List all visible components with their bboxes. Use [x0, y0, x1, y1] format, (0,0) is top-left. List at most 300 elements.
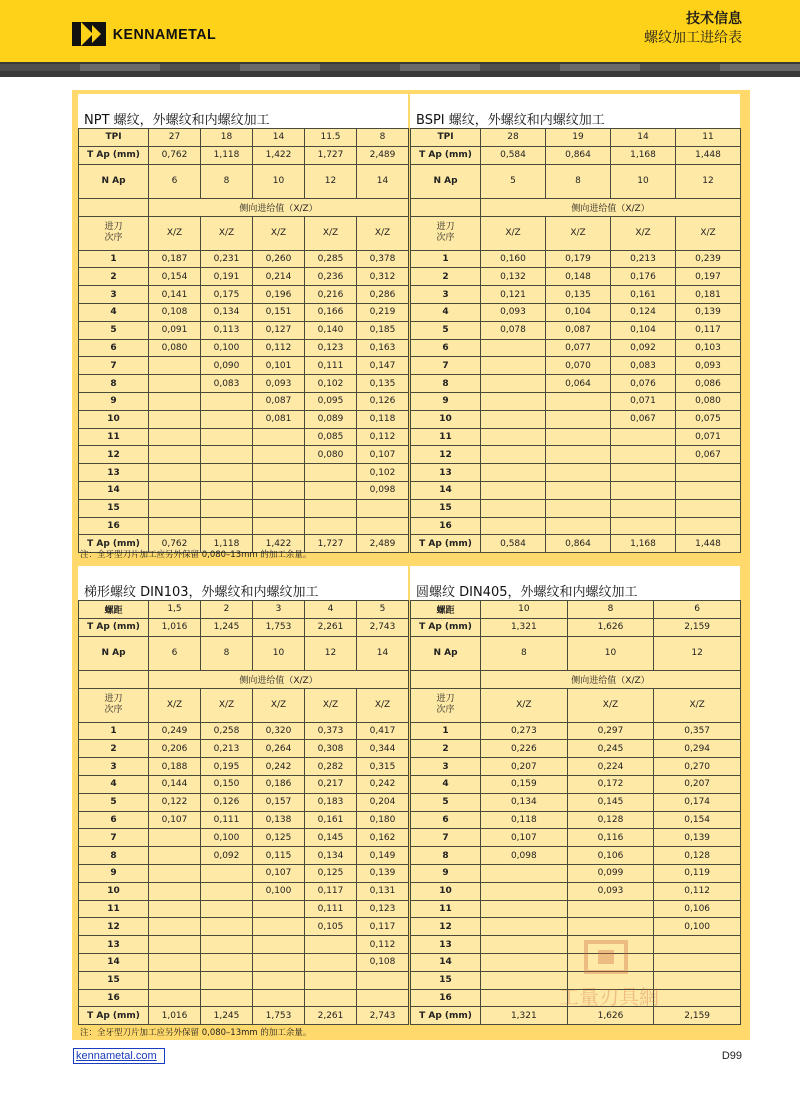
pass-number: 2: [411, 268, 481, 286]
feed-header-row: [411, 198, 741, 216]
kennametal-link[interactable]: kennametal.com: [73, 1048, 165, 1064]
feed-value: [481, 446, 546, 464]
feed-value: [149, 357, 201, 375]
feed-header-row: [79, 670, 409, 688]
page-number: D99: [721, 1050, 742, 1062]
feed-value: 0,163: [357, 339, 409, 357]
feed-value: 0,175: [201, 286, 253, 304]
kennametal-logo-icon: [72, 22, 106, 46]
feed-value: [546, 410, 611, 428]
xz-label: X/Z: [305, 216, 357, 250]
table-row: [411, 392, 741, 410]
table-row: [79, 375, 409, 393]
pass-number: 6: [79, 811, 149, 829]
feed-value: 0,207: [654, 775, 741, 793]
feed-value: 0,344: [357, 740, 409, 758]
total-value: 0,762: [149, 535, 201, 553]
feed-value: 0,108: [149, 303, 201, 321]
pass-number: 4: [79, 303, 149, 321]
table-row: [411, 446, 741, 464]
header-title: 技术信息: [686, 11, 742, 27]
feed-value: 0,172: [567, 775, 654, 793]
feed-value: 0,128: [567, 811, 654, 829]
feed-value: 0,105: [305, 918, 357, 936]
table-row: [411, 740, 741, 758]
feed-value: 0,099: [567, 864, 654, 882]
feed-value: 0,128: [654, 847, 741, 865]
nap-value: 8: [201, 164, 253, 198]
feed-value: [201, 989, 253, 1007]
pass-number: 5: [79, 321, 149, 339]
feed-value: [253, 499, 305, 517]
feed-value: 0,126: [357, 392, 409, 410]
table-row: [79, 775, 409, 793]
nap-value: 5: [481, 164, 546, 198]
table-row: [411, 722, 741, 740]
table-row: [79, 811, 409, 829]
column-header: 27: [149, 129, 201, 147]
pass-number: 10: [411, 882, 481, 900]
feed-value: [201, 918, 253, 936]
feed-value: [149, 375, 201, 393]
pass-number: 3: [79, 758, 149, 776]
feed-value: [305, 499, 357, 517]
pass-number: 12: [411, 918, 481, 936]
nap-value: 6: [149, 636, 201, 670]
pass-number: 2: [79, 740, 149, 758]
feed-value: [253, 517, 305, 535]
row-label: T Ap (mm): [411, 618, 481, 636]
nap-row: [411, 636, 741, 670]
row-label: T Ap (mm): [79, 535, 149, 553]
feed-value: 0,206: [149, 740, 201, 758]
total-value: 1,245: [201, 1007, 253, 1025]
feed-value: [567, 953, 654, 971]
feed-value: 0,149: [357, 847, 409, 865]
feed-value: 0,100: [654, 918, 741, 936]
column-header: 28: [481, 129, 546, 147]
feed-value: [481, 882, 568, 900]
row-label: N Ap: [411, 636, 481, 670]
feed-value: 0,258: [201, 722, 253, 740]
pass-header-row: [79, 688, 409, 722]
row-label: T Ap (mm): [411, 146, 481, 164]
feed-value: [253, 936, 305, 954]
table-row: [411, 286, 741, 304]
feed-value: 0,086: [676, 375, 741, 393]
feed-value: [611, 464, 676, 482]
feed-value: [149, 517, 201, 535]
header-row: [411, 129, 741, 147]
pass-number: 13: [411, 464, 481, 482]
nap-row: [411, 164, 741, 198]
feed-value: 0,091: [149, 321, 201, 339]
table-row: [79, 740, 409, 758]
feed-value: 0,111: [201, 811, 253, 829]
row-label: N Ap: [79, 636, 149, 670]
feed-value: 0,135: [546, 286, 611, 304]
feed-value: 0,064: [546, 375, 611, 393]
feed-value: [654, 971, 741, 989]
total-value: 1,168: [611, 535, 676, 553]
row-label: 螺距: [411, 601, 481, 619]
table-row: [79, 971, 409, 989]
feed-value: 0,071: [676, 428, 741, 446]
pass-number: 9: [411, 392, 481, 410]
feed-value: 0,093: [481, 303, 546, 321]
table-row: [79, 481, 409, 499]
feed-value: [305, 953, 357, 971]
column-header: 14: [253, 129, 305, 147]
xz-label: X/Z: [481, 216, 546, 250]
table-row: [411, 321, 741, 339]
pass-number: 4: [79, 775, 149, 793]
feed-value: [201, 446, 253, 464]
feed-value: 0,107: [253, 864, 305, 882]
pass-number: 1: [79, 722, 149, 740]
feed-value: 0,102: [305, 375, 357, 393]
feed-value: 0,111: [305, 900, 357, 918]
nap-value: 12: [305, 636, 357, 670]
feed-value: 0,093: [676, 357, 741, 375]
table-row: [79, 829, 409, 847]
feed-value: [654, 953, 741, 971]
total-value: 1,321: [481, 1007, 568, 1025]
nap-row: [79, 164, 409, 198]
feed-value: [201, 953, 253, 971]
feed-value: 0,112: [654, 882, 741, 900]
pass-number: 1: [79, 250, 149, 268]
pass-number: 9: [79, 864, 149, 882]
table-row: [411, 918, 741, 936]
pass-number: 10: [79, 882, 149, 900]
feed-value: 0,067: [676, 446, 741, 464]
feed-value: 0,080: [676, 392, 741, 410]
table-row: [79, 900, 409, 918]
page-header: [0, 0, 800, 62]
table-row: [411, 481, 741, 499]
feed-value: 0,148: [546, 268, 611, 286]
feed-value: 0,197: [676, 268, 741, 286]
table-row: [79, 793, 409, 811]
feed-value: 0,103: [676, 339, 741, 357]
total-value: 1,422: [253, 535, 305, 553]
feed-value: 0,127: [253, 321, 305, 339]
feed-value: 0,195: [201, 758, 253, 776]
feed-value: [201, 882, 253, 900]
feed-value: [676, 499, 741, 517]
tap-value: 1,168: [611, 146, 676, 164]
column-header: 11.5: [305, 129, 357, 147]
feed-value: [305, 464, 357, 482]
feed-value: 0,150: [201, 775, 253, 793]
pass-number: 5: [411, 321, 481, 339]
feed-value: 0,320: [253, 722, 305, 740]
feed-value: 0,077: [546, 339, 611, 357]
total-row: [411, 535, 741, 553]
panel-din103: [78, 566, 408, 1025]
feed-value: 0,093: [567, 882, 654, 900]
feed-value: 0,112: [357, 936, 409, 954]
feed-value: 0,104: [546, 303, 611, 321]
feed-value: [253, 953, 305, 971]
pass-number: 2: [79, 268, 149, 286]
feed-value: 0,134: [481, 793, 568, 811]
feed-value: [481, 481, 546, 499]
header-stripe: [0, 62, 800, 77]
feed-value: 0,166: [305, 303, 357, 321]
feed-value: 0,239: [676, 250, 741, 268]
tap-row: [79, 618, 409, 636]
pass-number: 8: [411, 847, 481, 865]
feed-value: [149, 918, 201, 936]
feed-value: 0,282: [305, 758, 357, 776]
feed-value: 0,373: [305, 722, 357, 740]
panel-din405: [410, 566, 740, 1025]
table-row: [411, 339, 741, 357]
pass-number: 2: [411, 740, 481, 758]
feed-value: 0,113: [201, 321, 253, 339]
pass-number: 7: [411, 357, 481, 375]
xz-label: X/Z: [546, 216, 611, 250]
feed-value: [654, 989, 741, 1007]
feed-value: [253, 428, 305, 446]
nap-value: 8: [546, 164, 611, 198]
feed-value: 0,181: [676, 286, 741, 304]
feed-value: [357, 989, 409, 1007]
feed-value: [253, 971, 305, 989]
feed-value: [481, 936, 568, 954]
feed-value: [546, 464, 611, 482]
feed-value: [149, 829, 201, 847]
feed-value: [611, 499, 676, 517]
brand-name: KENNAMETAL: [112, 25, 217, 43]
feed-header: 侧向进给值（X/Z）: [149, 670, 409, 688]
xz-label: X/Z: [676, 216, 741, 250]
feed-value: 0,160: [481, 250, 546, 268]
pass-number: 9: [411, 864, 481, 882]
pass-number: 10: [79, 410, 149, 428]
xz-label: X/Z: [305, 688, 357, 722]
feed-value: 0,162: [357, 829, 409, 847]
table-row: [79, 428, 409, 446]
feed-value: 0,067: [611, 410, 676, 428]
feed-value: [611, 517, 676, 535]
pass-number: 6: [411, 339, 481, 357]
table-row: [411, 847, 741, 865]
column-header: 4: [305, 601, 357, 619]
feed-value: [676, 517, 741, 535]
row-label: T Ap (mm): [79, 618, 149, 636]
feed-value: 0,115: [253, 847, 305, 865]
pass-number: 8: [79, 375, 149, 393]
total-row: [411, 1007, 741, 1025]
feed-value: 0,085: [305, 428, 357, 446]
feed-value: 0,294: [654, 740, 741, 758]
column-header: 11: [676, 129, 741, 147]
feed-value: 0,176: [611, 268, 676, 286]
pass-number: 15: [411, 971, 481, 989]
feed-value: 0,126: [201, 793, 253, 811]
feed-value: [481, 864, 568, 882]
feed-value: [253, 446, 305, 464]
table-row: [411, 775, 741, 793]
table-row: [79, 882, 409, 900]
feed-value: [201, 900, 253, 918]
panel-title: 圆螺纹 DIN405，外螺纹和内螺纹加工: [410, 566, 740, 600]
feed-value: 0,270: [654, 758, 741, 776]
xz-label: X/Z: [567, 688, 654, 722]
feed-value: [567, 936, 654, 954]
feed-value: 0,119: [654, 864, 741, 882]
feed-value: [253, 900, 305, 918]
nap-value: 12: [305, 164, 357, 198]
feed-value: 0,080: [305, 446, 357, 464]
feed-value: 0,159: [481, 775, 568, 793]
total-value: 0,864: [546, 535, 611, 553]
feed-value: 0,125: [253, 829, 305, 847]
pass-number: 14: [79, 481, 149, 499]
feed-value: [481, 392, 546, 410]
pass-number: 16: [411, 989, 481, 1007]
feed-value: [201, 464, 253, 482]
feed-value: [201, 936, 253, 954]
feed-value: [481, 499, 546, 517]
feed-value: [201, 517, 253, 535]
nap-value: 14: [357, 636, 409, 670]
column-header: 3: [253, 601, 305, 619]
pass-number: 16: [79, 517, 149, 535]
pass-number: 13: [411, 936, 481, 954]
header-row: [79, 601, 409, 619]
feed-value: 0,134: [305, 847, 357, 865]
xz-label: X/Z: [611, 216, 676, 250]
feed-value: 0,216: [305, 286, 357, 304]
feed-value: 0,098: [357, 481, 409, 499]
row-label: N Ap: [411, 164, 481, 198]
feed-value: 0,154: [654, 811, 741, 829]
feed-value: 0,080: [149, 339, 201, 357]
xz-label: X/Z: [654, 688, 741, 722]
feed-value: 0,144: [149, 775, 201, 793]
feed-value: [546, 499, 611, 517]
feed-value: 0,161: [305, 811, 357, 829]
pass-label: 进刀 次序: [411, 688, 481, 722]
table-row: [79, 918, 409, 936]
feed-value: 0,081: [253, 410, 305, 428]
feed-value: 0,161: [611, 286, 676, 304]
feed-value: 0,145: [305, 829, 357, 847]
feed-value: [201, 971, 253, 989]
feed-value: 0,140: [305, 321, 357, 339]
tap-value: 2,743: [357, 618, 409, 636]
feed-value: 0,224: [567, 758, 654, 776]
feed-value: 0,083: [611, 357, 676, 375]
feed-value: 0,071: [611, 392, 676, 410]
nap-value: 12: [654, 636, 741, 670]
feed-value: 0,117: [357, 918, 409, 936]
pass-number: 7: [79, 829, 149, 847]
pass-header-row: [411, 688, 741, 722]
feed-value: [546, 392, 611, 410]
feed-value: [149, 936, 201, 954]
table-row: [79, 303, 409, 321]
xz-label: X/Z: [253, 216, 305, 250]
feed-value: [567, 900, 654, 918]
feed-value: 0,104: [611, 321, 676, 339]
pass-number: 11: [79, 428, 149, 446]
feed-value: 0,180: [357, 811, 409, 829]
pass-number: 4: [411, 303, 481, 321]
feed-value: 0,089: [305, 410, 357, 428]
feed-value: [149, 410, 201, 428]
nap-value: 10: [567, 636, 654, 670]
total-value: 2,489: [357, 535, 409, 553]
pass-number: 15: [411, 499, 481, 517]
feed-value: 0,117: [676, 321, 741, 339]
tap-value: 1,626: [567, 618, 654, 636]
total-value: 1,016: [149, 1007, 201, 1025]
feed-value: [676, 481, 741, 499]
column-header: 5: [357, 601, 409, 619]
header-title-block: [644, 10, 742, 48]
feed-value: [676, 464, 741, 482]
total-row: [79, 1007, 409, 1025]
tap-value: 0,584: [481, 146, 546, 164]
xz-label: X/Z: [149, 216, 201, 250]
feed-value: 0,100: [201, 339, 253, 357]
column-header: 10: [481, 601, 568, 619]
feed-value: 0,139: [654, 829, 741, 847]
tap-value: 1,245: [201, 618, 253, 636]
feed-value: [481, 989, 568, 1007]
pass-number: 7: [411, 829, 481, 847]
panel-title: 梯形螺纹 DIN103，外螺纹和内螺纹加工: [78, 566, 408, 600]
feed-value: 0,273: [481, 722, 568, 740]
blank-cell: [411, 198, 481, 216]
pass-number: 9: [79, 392, 149, 410]
feed-value: 0,090: [201, 357, 253, 375]
pass-number: 5: [79, 793, 149, 811]
feed-value: [149, 989, 201, 1007]
tap-row: [411, 146, 741, 164]
feed-value: 0,118: [481, 811, 568, 829]
feed-value: 0,070: [546, 357, 611, 375]
feed-value: [253, 481, 305, 499]
pass-number: 4: [411, 775, 481, 793]
total-value: 1,727: [305, 535, 357, 553]
feed-value: 0,308: [305, 740, 357, 758]
feed-value: 0,204: [357, 793, 409, 811]
table-row: [411, 428, 741, 446]
kennametal-logo: [72, 22, 219, 46]
feed-header: 侧向进给值（X/Z）: [149, 198, 409, 216]
table-row: [79, 499, 409, 517]
feed-value: 0,100: [201, 829, 253, 847]
feed-value: [201, 864, 253, 882]
feed-value: 0,312: [357, 268, 409, 286]
table-row: [79, 722, 409, 740]
pass-number: 3: [411, 758, 481, 776]
total-value: 2,159: [654, 1007, 741, 1025]
feed-value: 0,188: [149, 758, 201, 776]
feed-value: 0,107: [357, 446, 409, 464]
pass-number: 10: [411, 410, 481, 428]
feed-table: [410, 128, 741, 553]
pass-number: 11: [411, 428, 481, 446]
feed-value: 0,092: [201, 847, 253, 865]
nap-value: 10: [611, 164, 676, 198]
